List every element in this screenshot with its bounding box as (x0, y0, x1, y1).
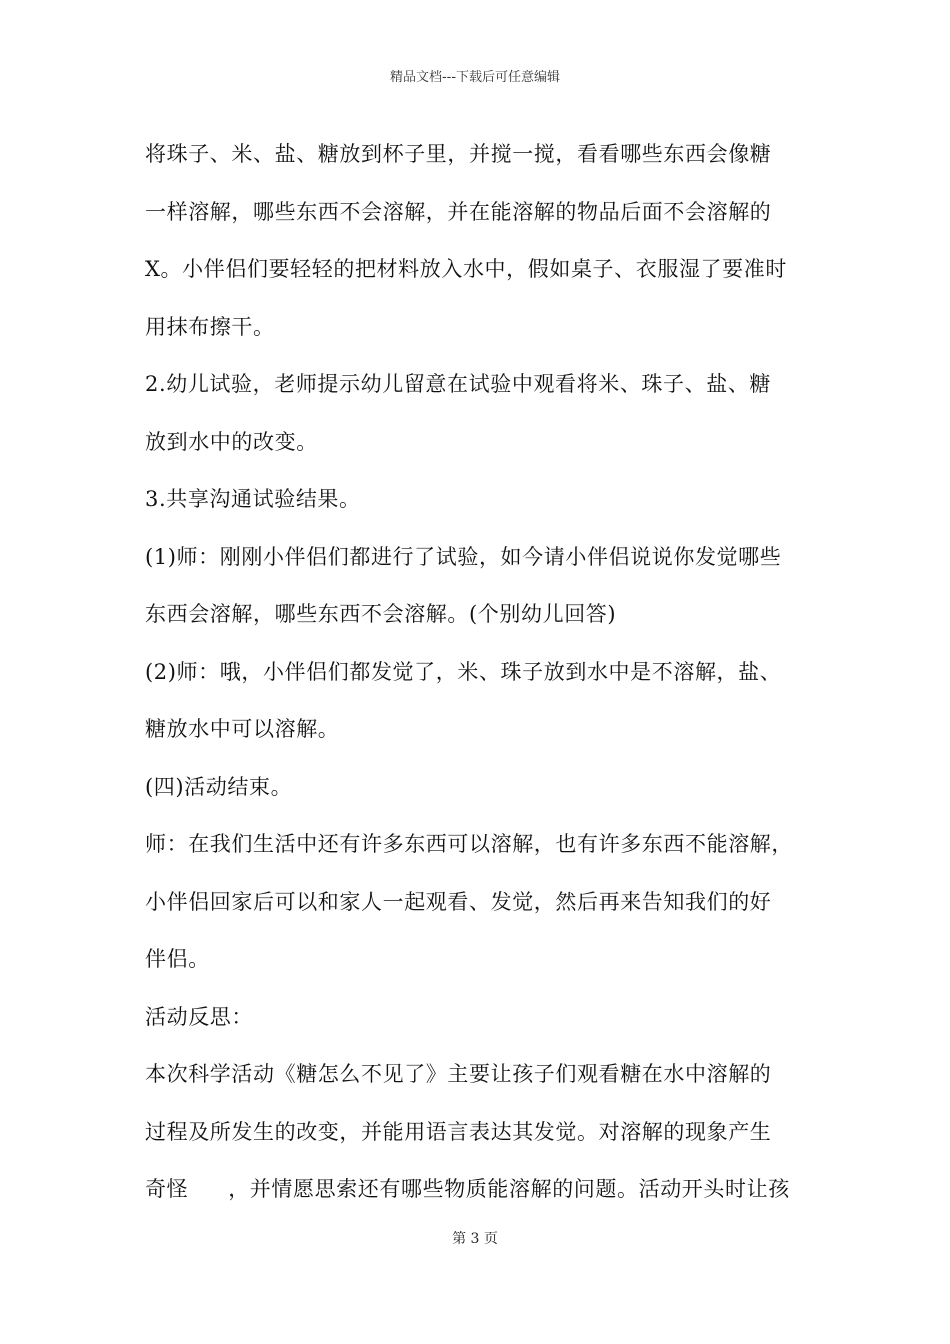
text-line (145, 1167, 815, 1225)
text-line: X。小伴侣们要轻轻的把材料放入水中，假如桌子、衣服湿了要准时 (145, 257, 787, 281)
text-line: 用抹布擦干。 (145, 314, 275, 339)
text-line: 一样溶解，哪些东西不会溶解，并在能溶解的物品后面不会溶解的 (145, 199, 772, 224)
text-line: 2.幼儿试验，老师提示幼儿留意在试验中观看将米、珠子、盐、糖 (145, 372, 772, 396)
document-body (145, 132, 815, 1225)
text-line: 东西会溶解，哪些东西不会溶解。(个别幼儿回答) (145, 602, 617, 626)
text-line: 小伴侣回家后可以和家人一起观看、发觉，然后再来告知我们的好 (145, 889, 772, 914)
text-line: 将珠子、米、盐、糖放到杯子里，并搅一搅，看看哪些东西会像糖 (145, 142, 772, 166)
text-line: 放到水中的改变。 (145, 429, 318, 454)
text-line: (1)师：刚刚小伴侣们都进行了试验，如今请小伴侣说说你发觉哪些 (145, 544, 782, 569)
text-line: 伴侣。 (145, 947, 210, 971)
text-fragment: ，并情愿思索还有哪些物质能溶解的问题。活动开头时让孩 (228, 1177, 790, 1201)
page-header: 精品文档---下载后可任意编辑 (389, 70, 561, 85)
text-line: 过程及所发生的改变，并能用语言表达其发觉。对溶解的现象产生 (145, 1119, 772, 1144)
text-line: (2)师：哦，小伴侣们都发觉了，米、珠子放到水中是不溶解，盐、 (145, 659, 782, 684)
text-line: 本次科学活动《糖怎么不见了》主要让孩子们观看糖在水中溶解的 (145, 1062, 772, 1086)
page-number: 第 3 页 (452, 1231, 498, 1247)
text-fragment: 奇怪 (145, 1177, 189, 1201)
section-heading: (四)活动结束。 (145, 774, 293, 799)
text-line: 糖放水中可以溶解。 (145, 717, 340, 741)
section-heading: 活动反思： (145, 1004, 253, 1029)
text-line: 师：在我们生活中还有许多东西可以溶解，也有许多东西不能溶解， (145, 832, 793, 856)
text-line: 3.共享沟通试验结果。 (145, 487, 361, 511)
